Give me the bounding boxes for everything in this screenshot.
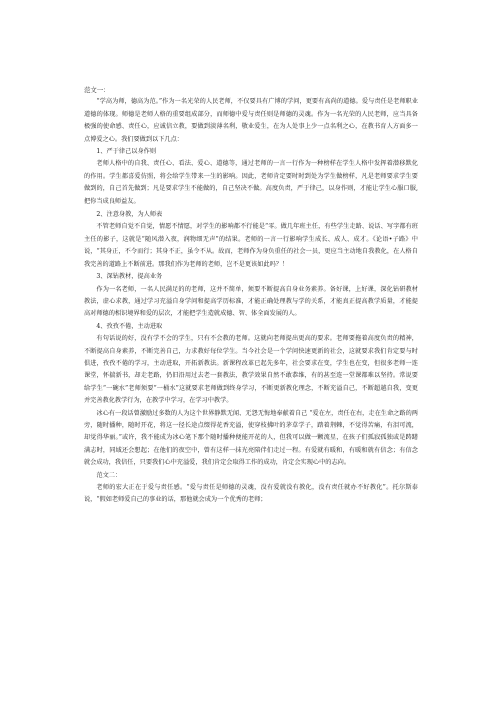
point-heading-1: 1、严于律己以身作则 (96, 148, 157, 156)
bingxin-quote-paragraph: 冰心有一段话曾激励过多数的人为这个世界静默无闻、无怨无悔地奉献着自己 “爱在左，责任在右，走在生命之路的两旁，随时播种，随时开花，将这一径长途点缀得花香充溢，使穿枝拂叶的茅草学子，踏着荆棘，不觉得苦痛，有泪可流，却觉得华丽。”或许，我不能成为冰心笔下那个随时播种便能开花的人，但我可以做一颗流星，在孩子们孤寂孤独或是踌躇满志时，同域还会想起；在他们的夜空中，曾有这样一抹光亮陪伴们走过一程。有爱就有暖和，有暖和就有信念；有信念就会成功，我信任，只要我们心中充溢爱，我们肯定会取得工作的成功，肯定会实现心中的志向。 (84, 409, 418, 467)
fanwen-2-paragraph: 老师的宏大正在于爱与责任感。“爱与责任是师德的灵魂，没有爱就没有教化，没有责任就办不好教化”。托尔斯泰说，“假如老师爱自己的事业的话，那他就会成为一个优秀的老师； (84, 484, 418, 504)
section-heading-fanwen-2: 范文二： (96, 471, 122, 479)
point-paragraph-1: 老师人格中的自我、责任心、看法、爱心、道德等，通过老师的一言一行作为一种榜样在学生人格中发挥着潜移默化的作用。学生都喜爱仿照，将会给学生带来一生的影响。因此，老师肯定要时时到处为学生做榜样，凡是老师要求学生要做到的，自己首先做到；凡是要求学生不能做的，自己坚决不做。高度负责，严于律己，以身作则，才能让学生心服口服,把你当成良师益友。 (84, 160, 418, 205)
point-heading-2: 2、注意身教，为人师表 (96, 211, 163, 219)
intro-paragraph: “学高为师，德高为范。”作为一名光荣的人民老师，不仅要具有广博的学问，更要有高尚的道德。爱与责任是老师职业道德的体现。师德是老师人格的重要组成部分，而师德中爱与责任则是师德的灵魂。作为一名光荣的人民老师，应当具备极强的使命感、责任心，应诚信立教，要做到淡薄名利，敬业爱生，在为人处事上少一点名利之心，在教书育人方面多一点博爱之心。我们要做到以下几点： (84, 98, 418, 143)
point-paragraph-3: 作为一名老师，一名人民满足的的老师，这并不简单，须要不断提高自身业务素养。备好课，上好课，深化钻研教材教法，虚心求教，通过学习充溢自身学问和提高学历标准，才能正确处理教与学的关系，才能真正提高教学质量，才能提高对师德的相识境界和爱的层次，才能把学生造就成德、智、体全面发展的人。 (84, 285, 418, 318)
point-heading-4: 4、孜孜不倦，主动进取 (96, 322, 163, 330)
point-paragraph-2: 不管老师自觉不自觉，情愿不情愿，对学生的影响都不行能是“零。做几年班主任，有些学生走路、说话、写字都有班主任的影子，这就是“随风潜入夜，润物细无声”的结果。老师的一言一行影响学生成长、成人、成才。《论语•子路》中说，“其身正，不令而行；其身不正，虽令不从。故而，老师作为身负重任的社会一员，更应当主动地自我教化，在人格自我完善的道路上不断前进。那我们作为老师的老师，岂不是更该如此吗？！ (84, 223, 418, 268)
section-heading-fanwen-1: 范文一： (84, 86, 110, 94)
point-paragraph-4: 有句话说的好，没有学不会的学生，只有不会教的老师。这就向老师提出更高的要求。老师要拖着高度负责的精神，不断提高自身素养，不断完善自己，力求教好每位学生。当今社会是一个学问快速更新的社会，这就要求我们肯定要与时俱进，孜孜不倦的学习，主动进取，开拓新教法。新课程改革已起先多年，社会要求在变，学生也在变，但很多老师一连课堂，怀揣新书，却走老路，仍旧沿用过去老一套教法，教学效果自然不敢恭维，有的甚至连一堂课都难以坚持。常说要给学生“一碗水”老师须要“一桶水”这就要求老师做到终身学习，不断更新教化理念，不断充溢自己，不断超越自我，变更并完善教化教学行为，在教学中学习，在学习中教学。 (84, 335, 418, 405)
point-heading-3: 3、深钻教材，提高业务 (96, 273, 163, 281)
